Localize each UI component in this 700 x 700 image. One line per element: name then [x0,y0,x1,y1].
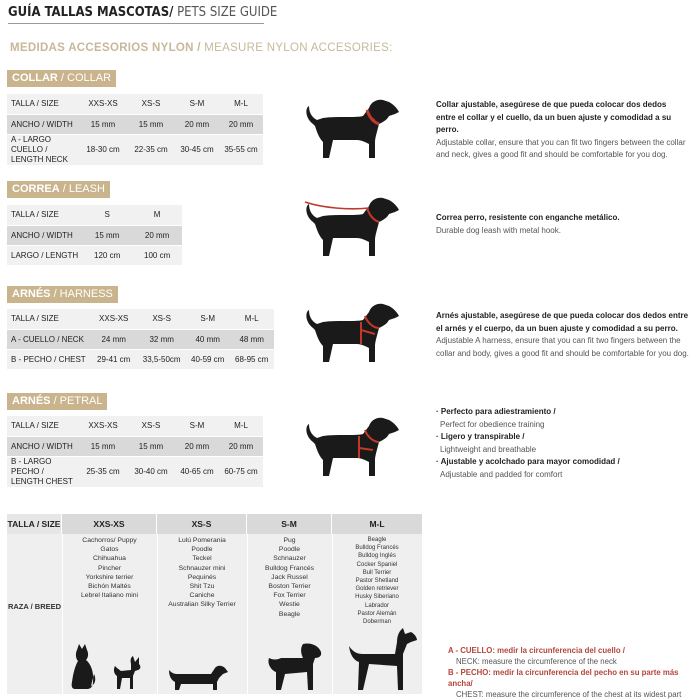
feature-en: Adjustable and padded for comfort [440,469,563,479]
breed-item: Yorkshire terrier [85,573,134,581]
breed-item: Caniche [189,592,215,600]
harness-description [436,310,691,360]
breed-header-row [7,514,422,534]
header-cell: XS-S [138,309,186,329]
breed-item: Schnauzer [273,555,306,563]
header-cell: S-M [186,309,230,329]
table-row [7,114,263,134]
breed-item: Bulldog Francés [355,545,399,552]
petral-tag [7,393,107,410]
table-cell: 48 mm [230,329,274,349]
dog-collar-icon [303,96,403,162]
breed-item: Labrador [364,602,390,609]
table-cell: 33,5-50cm [138,349,186,369]
breed-item: Bulldog Francés [264,564,315,572]
table-cell: 40-65 cm [175,456,219,487]
breed-item: Bichón Maltés [88,583,131,591]
breed-list-m-l [332,536,422,626]
breed-item: Husky Siberiano [355,594,399,601]
dog-petral-icon [303,414,403,480]
breed-item: Cachorros/ Puppy [82,537,137,544]
collar-desc-es: Collar ajustable, asegúrese de que pueda colocar dos dedos entre el collar y el cuello, da un buen ajuste y comodidad a su perro. [436,100,672,134]
header-cell: M-L [230,309,274,329]
breed-item: Chihuahua [93,555,126,563]
leash-table [7,205,182,266]
cat-icon [69,644,97,690]
chihuahua-icon [111,654,147,690]
breed-item: Cocker Spaniel [356,561,398,568]
table-cell: 35-55 cm [219,134,263,165]
breed-item: Pastor Alemán [357,610,397,617]
table-cell: 20 mm [219,114,263,134]
table-header-row [7,416,263,436]
header-cell: M [132,205,182,225]
breed-item: Beagle [278,610,301,618]
feature-en: Lightweight and breathable [440,444,537,454]
table-cell: 20 mm [175,114,219,134]
table-cell: 25-35 cm [79,456,127,487]
table-cell: 18-30 cm [79,134,127,165]
header-cell: S [82,205,132,225]
header-cell: M-L [219,94,263,114]
breed-row-label: RAZA / BREED [7,602,62,611]
row-label: B - PECHO / CHEST [7,349,90,369]
table-cell: 15 mm [127,114,175,134]
collar-tag-en: / COLLAR [57,72,112,84]
leash-description [436,212,686,237]
petral-table [7,416,263,488]
subtitle [10,42,393,54]
breed-item: Pastor Shetland [355,578,399,585]
table-cell: 68-95 cm [230,349,274,369]
table-cell: 30-40 cm [127,456,175,487]
table-cell: 15 mm [127,436,175,456]
table-row [7,134,263,165]
table-cell: 29-41 cm [90,349,138,369]
leash-tag [7,181,110,198]
breed-item: Fox Terrier [273,592,306,600]
leash-desc-es: Correa perro, resistente con enganche metálico. [436,213,620,222]
petral-tag-en: / PETRAL [50,395,103,407]
row-label: ANCHO / WIDTH [7,225,82,245]
feature-es: · Ajustable y acolchado para mayor comodidad / [436,457,620,466]
row-label: ANCHO / WIDTH [7,114,79,134]
header-cell: S-M [247,514,332,534]
breed-item: Pug [283,537,296,544]
header-cell: XXS-XS [62,514,157,534]
header-cell: TALLA / SIZE [7,416,79,436]
table-cell: 100 cm [132,245,182,265]
header-cell: XXS-XS [79,94,127,114]
collar-table [7,94,263,166]
breed-item: Bull Terrier [362,569,392,576]
harness-tag-en: / HARNESS [50,288,113,300]
breed-item: Poodle [191,546,213,554]
header-cell: TALLA / SIZE [7,94,79,114]
breed-item: Pincher [97,564,122,572]
header-cell: M-L [332,514,422,534]
breed-item: Lulú Pomerania [178,537,226,544]
leash-tag-en: / LEASH [59,183,105,195]
row-label: B - LARGO PECHO / LENGTH CHEST [7,456,79,487]
breed-item: Teckel [192,555,212,563]
header-cell: XXS-XS [79,416,127,436]
breed-item: Doberman [362,619,391,626]
petral-features [436,406,686,481]
breed-list-s-m [247,536,332,619]
header-cell: XS-S [127,94,175,114]
breed-item: Westie [279,601,300,609]
breed-item: Beagle [367,537,387,543]
harness-desc-en: Adjustable A harness, ensure that you can fit two fingers between the collar and body, gives a good fit and should be comfortable for you dog. [436,336,689,358]
table-cell: 15 mm [79,436,127,456]
table-cell: 24 mm [90,329,138,349]
table-row [7,456,263,487]
table-header-row [7,205,182,225]
table-cell: 30-45 cm [175,134,219,165]
measurement-notes [448,645,698,700]
row-label: ANCHO / WIDTH [7,436,79,456]
dog-leash-icon [303,194,403,260]
subtitle-en: MEASURE NYLON ACCESORIES: [204,42,393,54]
poodle-icon [265,642,323,692]
breed-list-xxs-xs [62,536,157,600]
harness-table [7,309,274,370]
title-es: GUÍA TALLAS MASCOTAS/ [8,5,174,20]
harness-tag-es: ARNÉS [12,288,51,300]
breed-item: Poodle [278,546,301,554]
header-cell: S-M [175,94,219,114]
row-label: A - LARGO CUELLO / LENGTH NECK [7,134,79,165]
collar-desc-en: Adjustable collar, ensure that you can fit two fingers between the collar and neck, gives a good fit and should be comfortable for you dog. [436,137,686,159]
table-cell: 22-35 cm [127,134,175,165]
header-cell: S-M [175,416,219,436]
breed-item: Australian Silky Terrier [168,601,236,609]
table-cell: 20 mm [175,436,219,456]
table-cell: 15 mm [82,225,132,245]
header-cell: M-L [219,416,263,436]
table-row [7,225,182,245]
table-header-row [7,309,274,329]
table-row [7,329,274,349]
breed-item: Golden retriever [355,586,399,593]
header-cell: XXS-XS [90,309,138,329]
breed-item: Boston Terrier [268,583,311,591]
subtitle-es: MEDIDAS ACCESORIOS NYLON / [10,42,205,54]
table-cell: 32 mm [138,329,186,349]
row-label: LARGO / LENGTH [7,245,82,265]
breed-item: Jack Russel [271,573,308,581]
feature-en: Perfect for obedience training [440,419,545,429]
table-row [7,349,274,369]
header-cell: TALLA / SIZE [7,514,62,534]
breed-item: Schnauzer mini [178,564,226,572]
page-title [8,5,277,20]
breed-item: Gatos [100,546,119,554]
dog-harness-icon [303,300,403,366]
row-label: A - CUELLO / NECK [7,329,90,349]
table-row [7,245,182,265]
table-row [7,436,263,456]
title-en: PETS SIZE GUIDE [173,5,278,20]
note-chest-es: B - PECHO: medir la circunferencia del pecho en su parte más ancha/ [448,668,679,688]
table-cell: 120 cm [82,245,132,265]
collar-tag [7,70,116,87]
petral-tag-es: ARNÉS [12,395,51,407]
note-neck-en: NECK: measure the circumference of the neck [456,657,617,666]
doberman-icon [347,626,419,692]
header-cell: TALLA / SIZE [7,309,90,329]
breed-item: Lebrel Italiano mini [80,592,139,600]
feature-es: · Perfecto para adiestramiento / [436,407,556,416]
breed-list-xs-s [157,536,247,610]
breed-item: Pequinés [187,573,217,581]
table-cell: 20 mm [132,225,182,245]
table-cell: 40-59 cm [186,349,230,369]
table-header-row [7,94,263,114]
table-cell: 15 mm [79,114,127,134]
collar-tag-es: COLLAR [12,72,58,84]
leash-tag-es: CORREA [12,183,60,195]
collar-description [436,99,686,162]
breed-item: Bulldog Inglés [358,553,396,560]
title-underline [8,23,264,24]
harness-desc-es: Arnés ajustable, asegúrese de que pueda colocar dos dedos entre el arnés y el cuerpo, da un buen ajuste y comodidad a su perro. [436,311,689,333]
feature-es: · Ligero y transpirable / [436,432,525,441]
header-cell: XS-S [157,514,247,534]
table-cell: 60-75 cm [219,456,263,487]
note-chest-en: CHEST: measure the circumference of the chest at its widest part [456,690,682,699]
leash-desc-en: Durable dog leash with metal hook. [436,225,561,235]
dachshund-icon [167,664,229,692]
note-neck-es: A - CUELLO: medir la circunferencia del cuello / [448,646,625,655]
harness-tag [7,286,118,303]
header-cell: TALLA / SIZE [7,205,82,225]
header-cell: XS-S [127,416,175,436]
table-cell: 40 mm [186,329,230,349]
breed-table [7,514,422,694]
table-cell: 20 mm [219,436,263,456]
breed-item: Shit Tzu [189,583,215,591]
